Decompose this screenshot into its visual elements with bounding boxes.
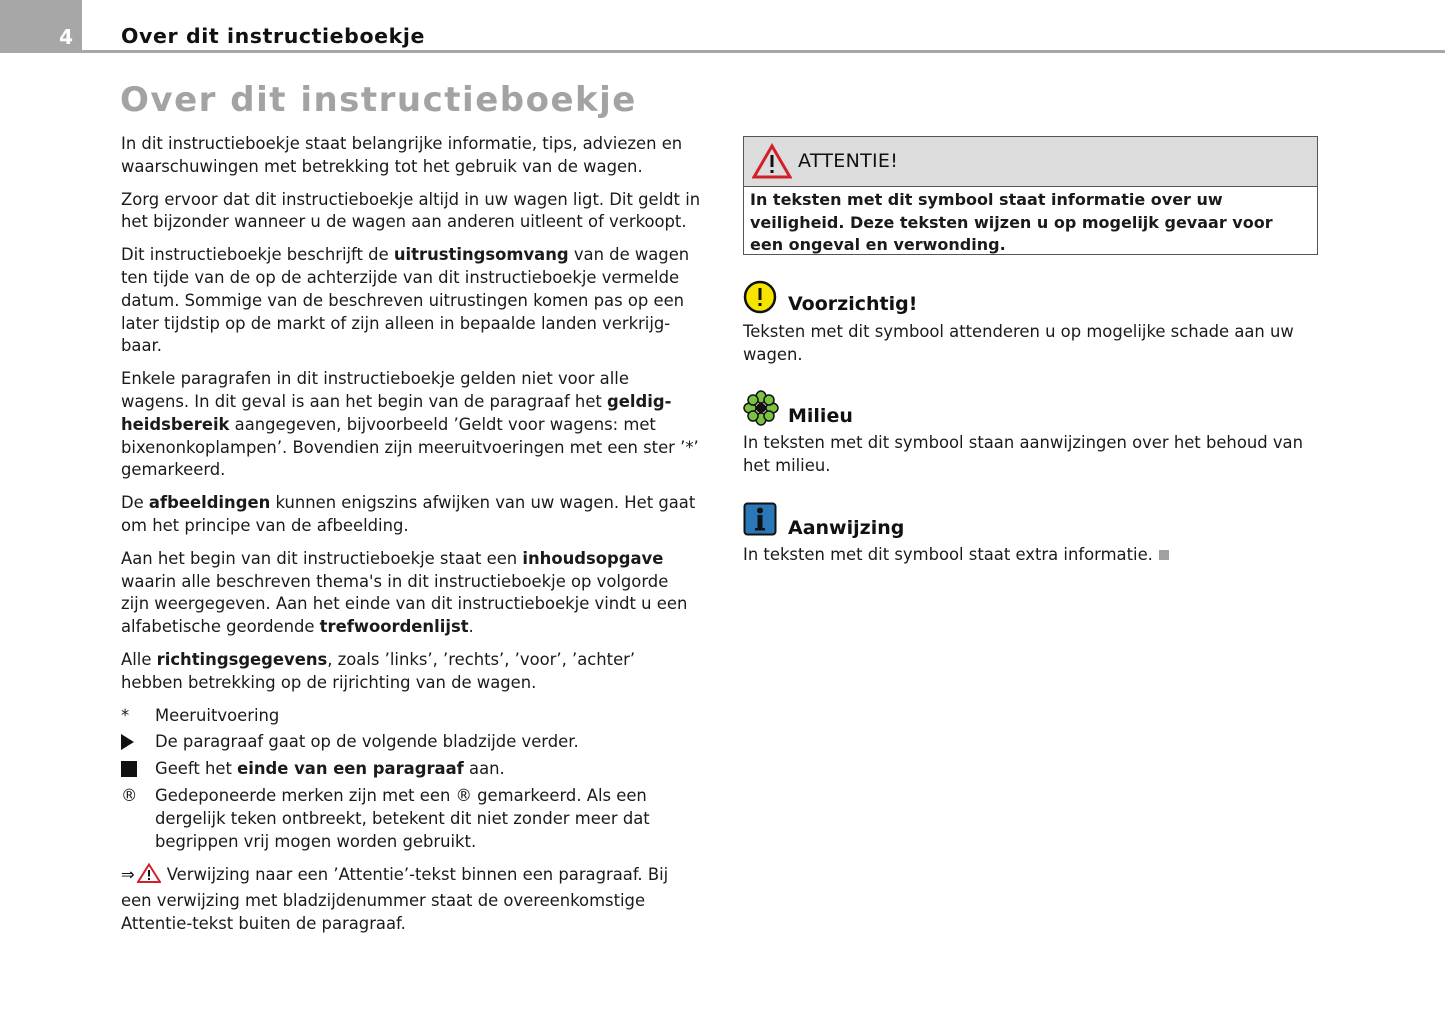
registered-symbol: ® [121,785,138,805]
paragraph-keep-in-car: Zorg ervoor dat dit instructieboekje altijd in uw wagen ligt. Dit geldt in het bijzonder wanneer u de wagen aan anderen uitleent of verkoopt. [121,189,701,232]
legend-item-star: * Meeruitvoering [121,705,701,728]
caution-title: Voorzichtig! [788,293,918,315]
warning-triangle-icon [752,143,792,183]
paragraph-reference: ⇒ Verwijzing naar een ’Attentie’-tekst binnen een paragraaf. Bij een verwijzing met bladzijdenummer staat de overeenkomstige Attentie-tekst buiten de paragraaf. [121,865,669,933]
attentie-title: ATTENTIE! [798,150,899,172]
symbol-legend [121,705,701,854]
legend-item-continue: De paragraaf gaat op de volgende bladzijde verder. [121,731,701,754]
legend-item-end: Geeft het einde van een paragraaf aan. [121,758,701,781]
info-text: In teksten met dit symbool staat extra informatie. [743,545,1153,564]
info-text-line [743,544,1333,567]
end-of-section-icon [1159,550,1169,560]
left-column [121,133,701,946]
paragraph-validity: Enkele paragrafen in dit instructieboekje gelden niet voor alle wagens. In dit geval is aan het begin van de paragraaf het geldig-heidsbereik aangegeven, bijvoorbeeld ’Geldt voor wagens: met bixenonkoplampen’. Bovendien zijn meeruitvoeringen met een ster ’*’ gemarkeerd. [121,369,699,480]
end-square-icon [121,761,137,777]
info-icon [743,502,777,540]
milieu-text: In teksten met dit symbool staan aanwijzingen over het behoud van het milieu. [743,433,1303,475]
paragraph-equipment: Dit instructieboekje beschrijft de uitrustingsomvang van de wagen ten tijde van de op de achterzijde van dit instructieboekje vermelde datum. Sommige van de beschreven uitrustingen komen pas op een later tijdstip op de markt of zijn alleen in bepaalde landen verkrijg-baar. [121,245,690,356]
star-symbol: * [121,705,130,725]
milieu-title: Milieu [788,405,853,427]
caution-text: Teksten met dit symbool attenderen u op mogelijke schade aan uw wagen. [743,322,1294,364]
paragraph-intro: In dit instructieboekje staat belangrijke informatie, tips, adviezen en waarschuwingen met betrekking tot het gebruik van de wagen. [121,134,683,176]
warning-triangle-icon [137,863,161,890]
attentie-text: In teksten met dit symbool staat informatie over uw veiligheid. Deze teksten wijzen u op mogelijk gevaar voor een ongeval en verwonding. [750,190,1273,254]
page-number-box [0,0,82,53]
running-title: Over dit instructieboekje [121,24,426,48]
info-title: Aanwijzing [788,517,905,539]
page-title: Over dit instructieboekje [120,80,637,120]
flower-icon [743,390,779,430]
continue-arrow-icon [121,734,134,750]
paragraph-contents: Aan het begin van dit instructieboekje staat een inhoudsopgave waarin alle beschreven thema's in dit instructieboekje op volgorde zijn weergegeven. Aan het einde van dit instructieboekje vindt u een alfabetische geordende trefwoordenlijst. [121,548,688,637]
header-rule [82,50,1445,53]
paragraph-images: De afbeeldingen kunnen enigszins afwijken van uw wagen. Het gaat om het principe van de afbeelding. [121,493,696,535]
paragraph-directions: Alle richtingsgegevens, zoals ’links’, ’rechts’, ’voor’, ’achter’ hebben betrekking op de rijrichting van de wagen. [121,649,636,692]
caution-icon [743,280,777,318]
attentie-box [743,136,1318,255]
reference-arrow: ⇒ [121,865,135,885]
legend-item-registered: ® Gedeponeerde merken zijn met een ® gemarkeerd. Als een dergelijk teken ontbreekt, betekent dit niet zonder meer dat begrippen vrij mogen worden gebruikt. [121,785,650,851]
page-number: 4 [59,25,73,49]
attentie-header [744,137,1317,187]
